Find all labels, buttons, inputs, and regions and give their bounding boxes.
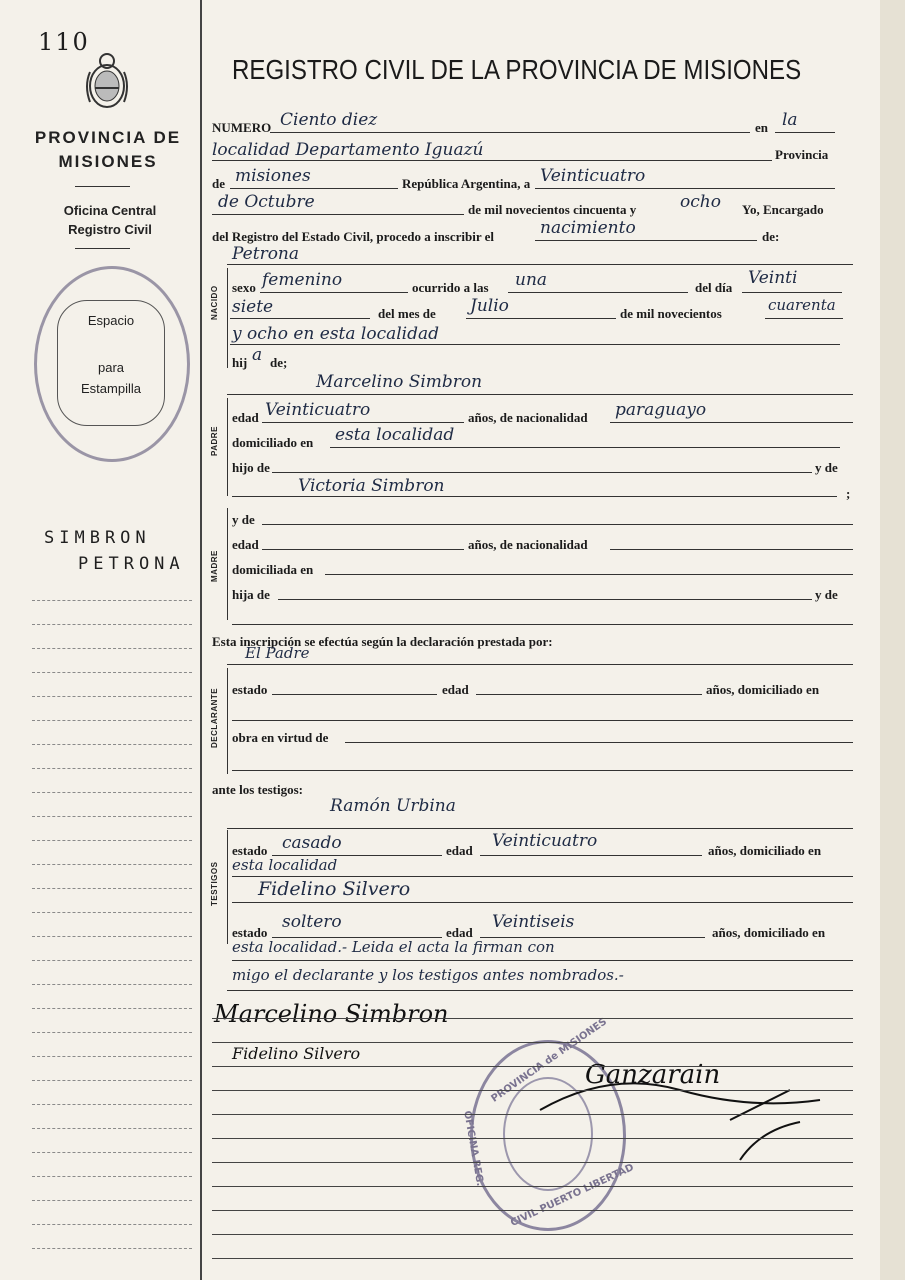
hw-anio-nac: cuarenta [768, 296, 836, 314]
hw-en: la [782, 110, 798, 130]
field-line [272, 694, 437, 695]
section-bar [227, 508, 228, 620]
hw-padre-dom: esta localidad [335, 425, 455, 445]
field-line [480, 855, 702, 856]
label-hijo-de: hijo de [232, 460, 270, 475]
signature-rule [212, 1090, 853, 1091]
field-line [227, 394, 853, 395]
hw-anio: ocho [680, 192, 721, 212]
section-bar [227, 268, 228, 368]
field-line [508, 292, 688, 293]
signature-rule [212, 1138, 853, 1139]
label-hij: hij [232, 355, 248, 370]
margin-rule [32, 768, 192, 769]
label-estado-t2: estado [232, 925, 268, 940]
margin-rule [32, 792, 192, 793]
label-domiciliada-en: domiciliada en [232, 562, 314, 577]
margin-rule [32, 888, 192, 889]
label-y-de: y de [815, 460, 838, 475]
label-estado: estado [232, 682, 268, 697]
signature-rule [212, 1018, 853, 1019]
field-line [325, 574, 853, 575]
label-de-sc: de; [270, 355, 288, 370]
signature-flourish-icon [530, 1050, 830, 1170]
label-en: en [755, 120, 768, 135]
label-estado-t1: estado [232, 843, 268, 858]
signature-rule [212, 1186, 853, 1187]
hw-testigo1: Ramón Urbina [330, 796, 456, 816]
hw-t1-estado: casado [282, 833, 342, 853]
margin-rule [32, 696, 192, 697]
margin-rule [32, 1224, 192, 1225]
field-line [230, 344, 840, 345]
field-line [330, 447, 840, 448]
coat-of-arms-icon [82, 50, 132, 114]
label-mil: de mil novecientos cincuenta y [468, 202, 637, 217]
margin-rule [32, 1128, 192, 1129]
hw-hora: una [515, 270, 548, 290]
folio-number: 110 [38, 28, 90, 56]
label-provincia: Provincia [775, 147, 829, 162]
field-line [466, 318, 616, 319]
signature-rule [212, 1210, 853, 1211]
divider [75, 248, 130, 249]
signature-officer: Ganzarain [585, 1060, 721, 1090]
signature-rule [212, 1114, 853, 1115]
field-line [775, 132, 835, 133]
field-line [232, 876, 853, 877]
province-heading: PROVINCIA DE MISIONES [34, 128, 182, 171]
margin-rule [32, 624, 192, 625]
label-semicolon: ; [846, 486, 851, 501]
field-line [212, 160, 772, 161]
margin-rule [32, 600, 192, 601]
label-edad-t1: edad [446, 843, 473, 858]
hw-padre-edad: Veinticuatro [265, 400, 371, 420]
page-title: REGISTRO CIVIL DE LA PROVINCIA DE MISIONES [232, 54, 802, 85]
label-anos-nac: años, de nacionalidad [468, 410, 588, 425]
signature-rule [212, 1042, 853, 1043]
hw-nombre: Petrona [232, 244, 300, 264]
label-y-de-hija: y de [815, 587, 838, 602]
margin-rule [32, 1104, 192, 1105]
margin-rule [32, 840, 192, 841]
hw-t1-edad: Veinticuatro [492, 831, 598, 851]
margin-rule [32, 984, 192, 985]
section-bar [227, 668, 228, 774]
tag-nacido: NACIDO [210, 285, 219, 320]
signature-rule [212, 1066, 853, 1067]
margin-rule [32, 960, 192, 961]
label-edad-t2: edad [446, 925, 473, 940]
signature-rule [212, 1162, 853, 1163]
label-anos-dom-t1: años, domiciliado en [708, 843, 822, 858]
margin-rule [32, 864, 192, 865]
hw-dia2: siete [232, 297, 274, 317]
hw-acto: nacimiento [540, 218, 636, 238]
label-hija-de: hija de [232, 587, 270, 602]
hw-fecha-dia: Veinticuatro [540, 166, 646, 186]
field-line [765, 318, 843, 319]
tag-testigos: TESTIGOS [210, 861, 219, 906]
hw-cierre: migo el declarante y los testigos antes nombrados.- [232, 966, 624, 984]
field-line [232, 902, 853, 903]
field-line [535, 240, 757, 241]
left-column [0, 0, 202, 1280]
margin-rule [32, 816, 192, 817]
field-line [270, 132, 750, 133]
label-del-dia: del día [695, 280, 733, 295]
label-de: de [212, 176, 225, 191]
field-line [262, 549, 464, 550]
label-registro: del Registro del Estado Civil, procedo a inscribir el [212, 229, 495, 244]
label-edad-decl: edad [442, 682, 469, 697]
seal-text-bottom: CIVIL PUERTO LIBERTAD [508, 1162, 636, 1229]
signature-rule [212, 1234, 853, 1235]
tag-madre: MADRE [210, 550, 219, 582]
signature-witness: Fidelino Silvero [232, 1044, 361, 1063]
field-line [232, 720, 853, 721]
seal-text-top: PROVINCIA de MISIONES [489, 1016, 609, 1105]
field-line [232, 496, 837, 497]
label-obra: obra en virtud de [232, 730, 329, 745]
field-line [476, 694, 702, 695]
hw-anio-nac2: y ocho en esta localidad [232, 324, 440, 344]
hw-padre-nac: paraguayo [615, 400, 707, 420]
margin-rule [32, 1080, 192, 1081]
field-line [230, 318, 370, 319]
field-line [278, 599, 812, 600]
field-line [227, 664, 853, 665]
margin-rule [32, 1176, 192, 1177]
margin-rule [32, 1248, 192, 1249]
hw-mes: Julio [470, 296, 509, 316]
hw-t2-edad: Veintiseis [492, 912, 575, 932]
hw-localidad: localidad Departamento Iguazú [212, 140, 484, 160]
hw-t2-dom: esta localidad.- Leida el acta la firman con [232, 938, 555, 956]
margin-rule [32, 648, 192, 649]
hw-testigo2: Fidelino Silvero [258, 878, 411, 900]
label-y-de-madre: y de [232, 512, 255, 527]
label-anos-dom-t2: años, domiciliado en [712, 925, 826, 940]
field-line [260, 292, 408, 293]
signature-father: Marcelino Simbron [214, 1000, 449, 1028]
label-ocurrido: ocurrido a las [412, 280, 489, 295]
field-line [230, 188, 398, 189]
field-line [742, 292, 842, 293]
hw-numero: Ciento diez [280, 110, 378, 130]
section-bar [227, 398, 228, 496]
label-inscripcion: Esta inscripción se efectúa según la declaración prestada por: [212, 634, 553, 649]
field-line [345, 742, 853, 743]
label-numero: NUMERO [212, 120, 272, 135]
tag-padre: PADRE [210, 426, 219, 456]
margin-name: SIMBRON PETRONA [44, 528, 185, 574]
hw-padre-nombre: Marcelino Simbron [316, 372, 483, 392]
hw-fecha-mes: de Octubre [218, 192, 315, 212]
label-domiciliado-en: domiciliado en [232, 435, 314, 450]
field-line [272, 472, 812, 473]
field-line [610, 549, 853, 550]
label-anos-nac-madre: años, de nacionalidad [468, 537, 588, 552]
label-de-mil-nov: de mil novecientos [620, 306, 722, 321]
seal-text-side: OFICINA REG. [461, 1110, 486, 1188]
hw-sexo: femenino [262, 270, 343, 290]
label-edad-madre: edad [232, 537, 259, 552]
section-bar [227, 830, 228, 944]
field-line [227, 990, 853, 991]
margin-rule [32, 1008, 192, 1009]
hw-abuela: Victoria Simbron [298, 476, 445, 496]
stamp-space-box: Espacio para Estampilla [57, 300, 165, 426]
margin-rule [32, 1056, 192, 1057]
margin-rule [32, 672, 192, 673]
label-testigos: ante los testigos: [212, 782, 303, 797]
field-line [227, 264, 853, 265]
field-line [232, 624, 853, 625]
hw-declarante: El Padre [245, 644, 310, 662]
field-line [610, 422, 853, 423]
page-edge [880, 0, 905, 1280]
margin-rule [32, 1032, 192, 1033]
hw-provincia: misiones [235, 166, 311, 186]
field-line [535, 188, 835, 189]
field-line [262, 422, 464, 423]
hw-dia: Veinti [748, 268, 798, 288]
label-anos-dom: años, domiciliado en [706, 682, 820, 697]
field-line [232, 960, 853, 961]
divider [75, 186, 130, 187]
tag-declarante: DECLARANTE [210, 687, 219, 748]
margin-rule [32, 720, 192, 721]
label-sexo: sexo [232, 280, 256, 295]
field-line [232, 770, 853, 771]
office-heading: Oficina Central Registro Civil [63, 203, 157, 237]
field-line [212, 214, 464, 215]
hw-t1-dom: esta localidad [232, 856, 338, 874]
label-del-mes: del mes de [378, 306, 436, 321]
label-de-colon: de: [762, 229, 780, 244]
margin-rule [32, 936, 192, 937]
margin-rule [32, 1200, 192, 1201]
field-line [262, 524, 853, 525]
label-yo: Yo, Encargado [742, 202, 824, 217]
margin-rule [32, 1152, 192, 1153]
margin-rule [32, 744, 192, 745]
signature-rule [212, 1258, 853, 1259]
hw-hij-suffix: a [252, 345, 263, 365]
margin-rule [32, 912, 192, 913]
hw-t2-estado: soltero [282, 912, 342, 932]
field-line [227, 828, 853, 829]
label-republica: República Argentina, a [402, 176, 531, 191]
label-edad: edad [232, 410, 259, 425]
